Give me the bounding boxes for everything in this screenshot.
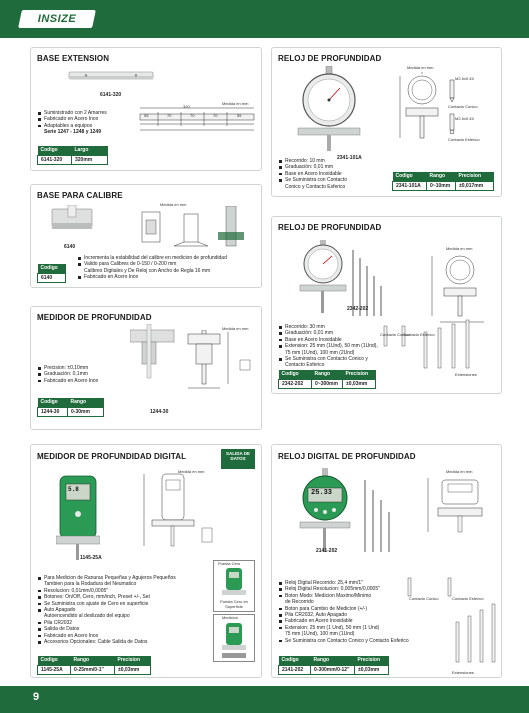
zero-setting-image: [222, 568, 246, 598]
panel-title: MEDIDOR DE PROFUNDIDAD: [37, 313, 152, 322]
thread-label: M2.5x0.45: [455, 116, 474, 121]
base-extension-photo: [68, 70, 154, 82]
extensions-label: Extensiones: [452, 670, 474, 675]
dial-gauge-rods-photo: [290, 240, 390, 320]
data-output-badge: SALIDA DE DATOS: [221, 449, 255, 469]
spec-table: Codigo Rango Precision 2342-202 0~300mm ±0,03mm: [278, 370, 376, 389]
depth-gauge-drawing: [182, 330, 258, 392]
model-code: 2341-101A: [337, 155, 362, 161]
dim-a: 55: [144, 113, 149, 118]
dim-total: 320: [183, 104, 190, 109]
feature-list: Recorrido: 30 mm Graduación: 0,01 mm Base en Acero Inoxidable Extension: 25 mm (1Und), 50 mm (1Und), 75 mm (1Und), 100 mm (2Und) Se Suministra con Contacto Conico y Contacto Esferico: [278, 324, 384, 369]
unit-label: Medida en mm: [160, 202, 187, 207]
feature-list: Reloj Digital Recorrido: 25,4 mm/1" Reloj Digital Resolucion: 0,005mm/0,0005" Boton Modo: Medicion Maximo/Minimo de Recorrido Boton para Cambio de Medicion (+/-) Pila CR2032, Auto Apagado Fabricado en Acero Inoxidable Extension: 25 mm (1 Und), 50 mm (1 Und) 75 mm (1Und), 100 mm (1Und) Se Suministra con Contacto Conico y Contacto Esferico: [278, 580, 428, 644]
extensions-label: Extensiones: [455, 372, 477, 377]
digital-depth-gauge-photo: [56, 470, 100, 562]
display-readout: 5.8: [68, 486, 79, 493]
unit-label: Medida en mm: [222, 101, 249, 106]
model-code: 1244-30: [150, 409, 169, 415]
panel-title: RELOJ DE PROFUNDIDAD: [278, 223, 382, 232]
model-code: 6141-320: [100, 92, 122, 98]
digital-indicator-rods-photo: [292, 468, 416, 556]
zero-surface-label: Puesta Cero en Superficie: [220, 599, 248, 609]
contact-cone-label: Contacto Conico: [409, 596, 439, 601]
caliper-base-drawing: [110, 206, 260, 250]
contact-cone-label: Contacto Conico: [380, 332, 410, 337]
model-code: 2342-202: [347, 306, 369, 312]
page-number: 9: [33, 691, 40, 703]
zero-label: Puesta Cero: [218, 561, 241, 566]
display-readout: 25.33: [311, 489, 333, 497]
dim-c: 70: [190, 113, 195, 118]
model-code: 1145-25A: [80, 555, 102, 561]
dim-e: 55: [237, 113, 242, 118]
unit-label: Medida en mm: [407, 65, 434, 70]
panel-title: RELOJ DIGITAL DE PROFUNDIDAD: [278, 452, 416, 461]
caliper-base-photo: [50, 205, 94, 237]
spec-table: Codigo Rango Precision 2341-101A 0~10mm ±0,017mm: [392, 172, 494, 191]
panel-title: MEDIDOR DE PROFUNDIDAD DIGITAL: [37, 452, 187, 461]
contact-sphere-label: Contacto Esferico: [452, 596, 484, 601]
panel-title: BASE PARA CALIBRE: [37, 191, 123, 200]
digital-indicator-drawing: [420, 474, 496, 536]
feature-list: Incrementa la estabilidad del calibre en medicion de profundidad Valido para Calibres de 0-150 / 0-200 mm Calibres Digitales y De Reloj con Ancho de Regla 16 mm Fabricado en Acero Inox: [77, 255, 259, 281]
feature-list: Recorrido: 10 mm Graduación: 0,01 mm Base en Acero Inoxidable Se Suministra con Contacto Conico y Contacto Esferico: [278, 158, 393, 190]
feature-list: Suministrado con 2 Amarres Fabricado en Acero Inox Adaptables a equipos Serie 1247 - 1248 y 1249: [37, 110, 137, 136]
unit-label: Medida en mm: [446, 246, 473, 251]
spec-table: Codigo Rango Precision 1145-25A 0-25mm/0-1" ±0,03mm: [37, 656, 151, 675]
measuring-label: Medicion: [222, 615, 239, 620]
unit-label: Medida en mm: [446, 469, 473, 474]
feature-list: Precision: ±0,10mm Graduación: 0,1mm Fabricado en Acero Inox: [37, 365, 132, 384]
spec-table: Codigo Rango Precision 2141-202 0-300mm/0-12" ±0,03mm: [278, 656, 389, 675]
dim-d: 70: [213, 113, 218, 118]
digital-depth-gauge-drawing: [118, 472, 216, 556]
brand-logo: INSIZE: [18, 10, 96, 28]
panel-title: BASE EXTENSION: [37, 54, 110, 63]
measuring-image: [222, 623, 246, 659]
unit-label: Medida en mm: [178, 469, 205, 474]
spec-table: Codigo Rango 1244-30 0-30mm: [37, 398, 104, 417]
panel-title: RELOJ DE PROFUNDIDAD: [278, 54, 382, 63]
depth-gauge-photo: [130, 324, 176, 380]
contact-sphere-label: Contacto Esferico: [403, 332, 435, 337]
spec-table: Codigo 6140: [37, 264, 66, 283]
contact-sphere-label: Contacto Esferico: [448, 137, 480, 142]
footer-bar: [0, 686, 529, 713]
contact-cone-label: Contacto Conico: [448, 104, 478, 109]
thread-label: M2.5x0.45: [455, 76, 474, 81]
unit-label: Medida en mm: [222, 326, 249, 331]
dial-gauge-drawing: [396, 72, 452, 144]
feature-list: Para Medicion de Ranuras Pequeñas y Agujeros Pequeños Tambien para la Rodadura del Neumatico Resolucion: 0,01mm/0,0005" Botones: On/Off, Cero, mm/inch, Preset +/-, Set Se Suministra con ajuste de Cero en superficie Auto Apagado Autoencendido al deslizado del equipo Pila CR2032 Salida de Datos Fabricado en Acero Inox Accesorios Opcionales: Cable Salida de Datos: [37, 575, 215, 645]
dial-gauge-photo: [290, 66, 370, 158]
spec-table: Codigo Largo 6141-320 320mm: [37, 146, 108, 165]
model-code: 2141-202: [316, 548, 338, 554]
base-extension-drawing: [138, 104, 258, 134]
dim-b: 70: [167, 113, 172, 118]
contact-extensions-drawing: [380, 318, 498, 378]
model-code: 6140: [64, 244, 76, 250]
